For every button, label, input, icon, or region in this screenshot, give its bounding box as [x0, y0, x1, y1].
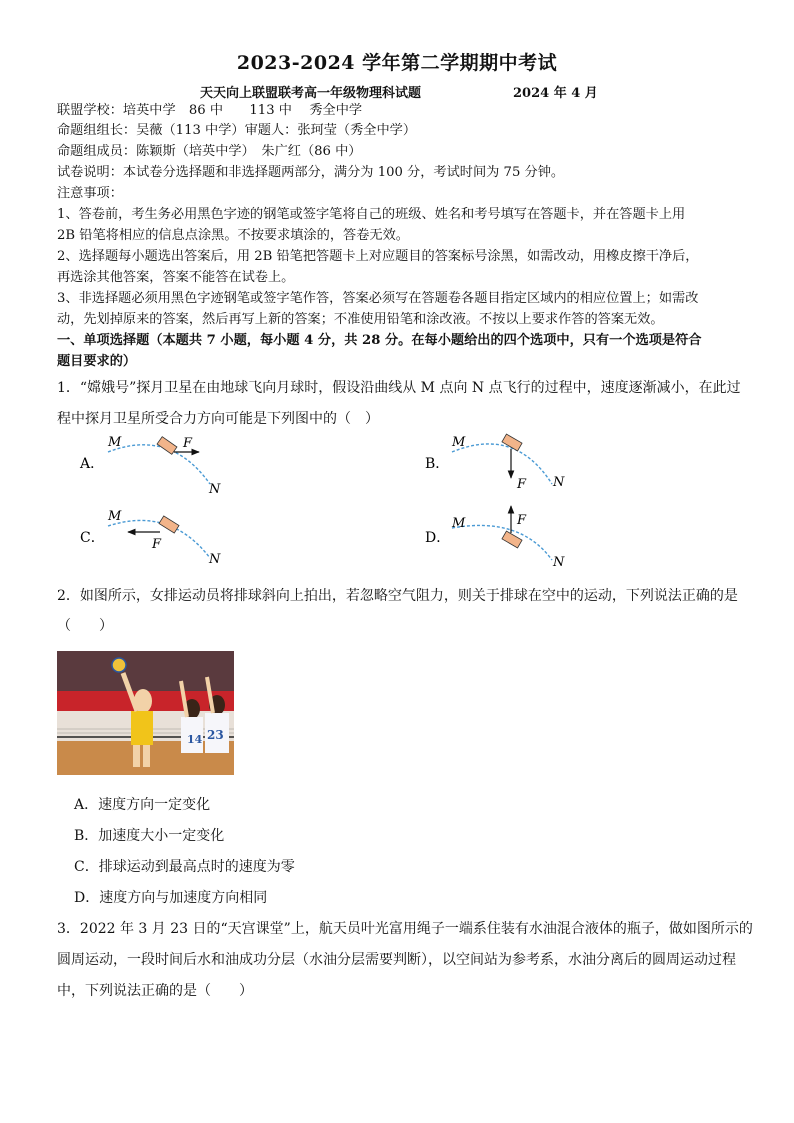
q1-b-label-f: F: [517, 477, 527, 492]
q1-b-label-m: M: [452, 435, 466, 450]
q1-a-satellite: [157, 437, 177, 455]
q1-a-label-f: F: [183, 436, 193, 451]
note2-line1: 2、选择题每小题选出答案后，用 2B 铅笔把答题卡上对应题目的答案标号涂黑，如需改动，用橡皮擦干净后，: [57, 249, 699, 264]
volleyball-photo: [57, 651, 234, 775]
q1-a-label-m: M: [108, 435, 122, 450]
q1-d-satellite: [502, 531, 522, 548]
q1-b-label-n: N: [553, 475, 565, 490]
leaders-line: 命题组组长：吴薇（113 中学）审题人：张珂莹（秀全中学）: [57, 123, 417, 138]
q1-b-trajectory: [452, 444, 552, 484]
jersey-number-23: 23: [207, 728, 224, 742]
section1-heading-line2: 题目要求的）: [57, 354, 137, 369]
q1-option-a[interactable]: [79, 435, 221, 497]
q1-stem-line1: 1．“嫦娥号”探月卫星在由地球飞向月球时，假设沿曲线从 M 点向 N 点飞行的过程中，速度逐渐减小，在此过: [57, 380, 741, 396]
q1-d-label-m: M: [452, 516, 466, 531]
schools-line: 联盟学校：培英中学 86 中 113 中 秀全中学: [57, 103, 363, 118]
q1-d-label-n: N: [553, 555, 565, 570]
note1-line1: 1、答卷前，考生务必用黑色字迹的钢笔或签字笔将自己的班级、姓名和考号填写在答题卡，并在答题卡上用: [57, 207, 686, 222]
q1-option-c-letter: C．: [80, 530, 105, 546]
jersey-number-14: 14: [187, 733, 203, 746]
description-line: 试卷说明：本试卷分选择题和非选择题两部分，满分为 100 分，考试时间为 75 分钟。: [57, 165, 565, 180]
q2-option-c[interactable]: C．排球运动到最高点时的速度为零: [74, 859, 295, 875]
members-line: 命题组成员：陈颖斯（培英中学） 朱广红（86 中）: [57, 144, 362, 159]
q1-diagrams: [0, 420, 794, 580]
q1-c-satellite: [159, 516, 179, 533]
q2-option-a[interactable]: A．速度方向一定变化: [74, 797, 211, 813]
q2-stem-line1: 2．如图所示，女排运动员将排球斜向上拍出，若忽略空气阻力，则关于排球在空中的运动，下列说法正确的是: [57, 588, 738, 604]
note1-line2: 2B 铅笔将相应的信息点涂黑。不按要求填涂的，答卷无效。: [57, 228, 409, 243]
note2-line2: 再选涂其他答案，答案不能答在试卷上。: [57, 270, 295, 285]
q1-c-label-f: F: [152, 537, 162, 552]
q1-a-label-n: N: [209, 482, 221, 497]
q1-d-label-f: F: [517, 513, 527, 528]
q3-stem-line1: 3．2022 年 3 月 23 日的“天宫课堂”上，航天员叶光富用绳子一端系住装有水油混合液体的瓶子，做如图所示的: [57, 921, 753, 937]
q2-option-d[interactable]: D．速度方向与加速度方向相同: [74, 890, 268, 906]
q1-option-d-letter: D．: [425, 530, 451, 546]
q1-option-b-letter: B．: [425, 456, 450, 472]
notes-heading: 注意事项：: [57, 186, 123, 201]
q1-c-label-n: N: [209, 552, 221, 567]
q1-a-trajectory: [108, 445, 210, 484]
q1-stem-line2: 程中探月卫星所受合力方向可能是下列图中的（ ）: [57, 411, 379, 427]
q1-option-c[interactable]: [80, 509, 221, 567]
exam-subtitle: 天天向上联盟联考高一年级物理科试题: [200, 86, 422, 101]
q2-option-b[interactable]: B．加速度大小一定变化: [74, 828, 225, 844]
section1-heading-line1: 一、单项选择题（本题共 7 小题，每小题 4 分，共 28 分。在每小题给出的四个选项中，只有一个选项是符合: [57, 333, 702, 348]
note3-line1: 3、非选择题必须用黑色字迹钢笔或签字笔作答，答案必须写在答题卷各题目指定区域内的相应位置上；如需改: [57, 291, 699, 306]
exam-title: 2023-2024 学年第二学期期中考试: [236, 52, 558, 74]
q3-stem-line2: 圆周运动，一段时间后水和油成功分层（水油分层需要判断），以空间站为参考系，水油分离后的圆周运动过程: [57, 952, 736, 968]
q3-stem-line3: 中，下列说法正确的是（ ）: [57, 983, 253, 999]
q1-option-a-letter: A．: [80, 456, 105, 472]
q2-stem-line2: （ ）: [57, 618, 113, 634]
q1-c-label-m: M: [108, 509, 122, 524]
note3-line2: 动，先划掉原来的答案，然后再写上新的答案；不准使用铅笔和涂改液。不按以上要求作答的答案无效。: [57, 312, 664, 327]
q1-option-b[interactable]: [425, 434, 565, 492]
q1-option-d[interactable]: [425, 506, 565, 570]
exam-date: 2024 年 4 月: [513, 86, 598, 101]
q1-d-trajectory: [452, 525, 552, 560]
